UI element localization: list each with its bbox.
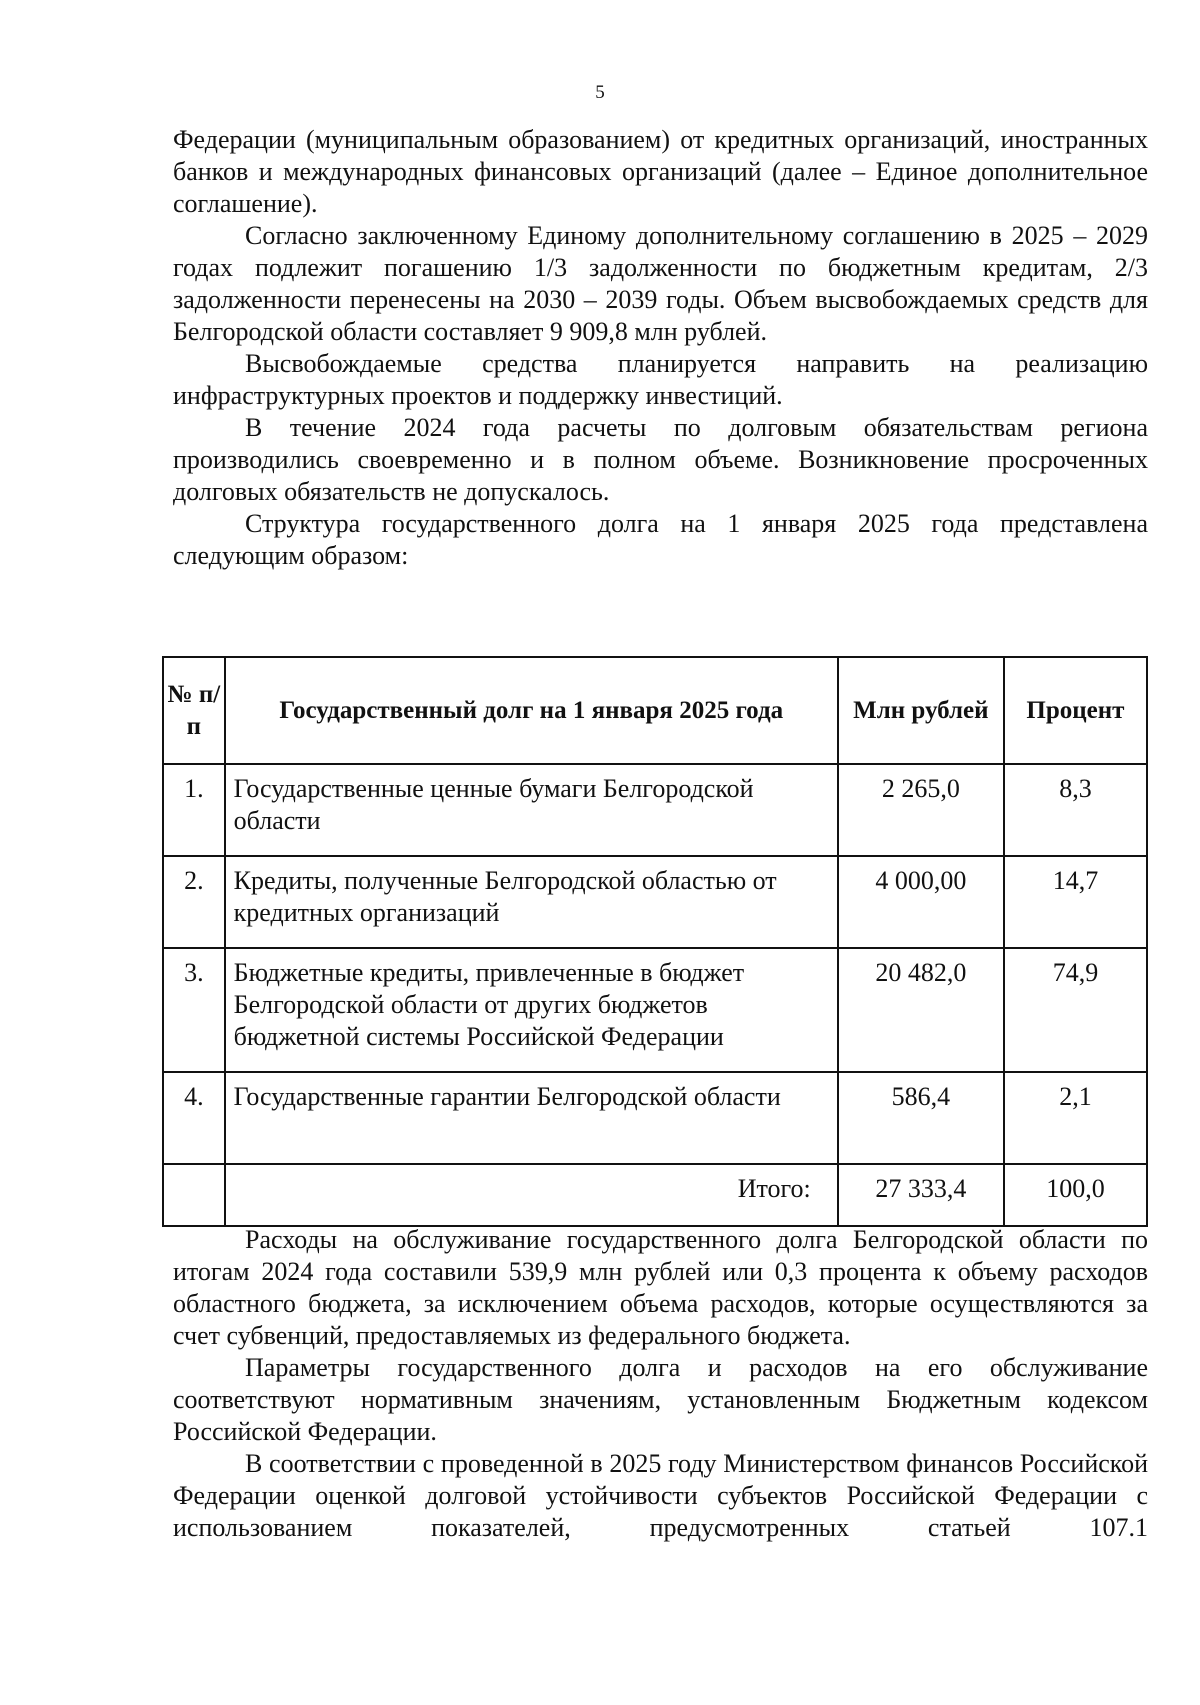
- body-text-top: [173, 124, 1148, 572]
- row-num: 3.: [163, 948, 225, 1072]
- table-header-row: [163, 657, 1147, 764]
- paragraph: Федерации (муниципальным образованием) от кредитных организаций, иностранных банков и международных финансовых организаций (далее – Единое дополнительное соглашение).: [173, 125, 1148, 218]
- table-row: [163, 948, 1147, 1072]
- row-num: 1.: [163, 764, 225, 856]
- total-mln: 27 333,4: [838, 1164, 1004, 1226]
- row-percent: 14,7: [1004, 856, 1147, 948]
- row-percent: 2,1: [1004, 1072, 1147, 1164]
- row-name: Государственные ценные бумаги Белгородской области: [225, 764, 838, 856]
- paragraph: Высвобождаемые средства планируется направить на реализацию инфраструктурных проектов и поддержку инвестиций.: [173, 349, 1148, 410]
- row-name: Кредиты, полученные Белгородской областью от кредитных организаций: [225, 856, 838, 948]
- body-text-bottom: [173, 1224, 1148, 1544]
- row-mln: 586,4: [838, 1072, 1004, 1164]
- header-percent: Процент: [1004, 657, 1147, 764]
- header-debt: Государственный долг на 1 января 2025 года: [225, 657, 838, 764]
- header-num: № п/п: [163, 657, 225, 764]
- row-name: Государственные гарантии Белгородской области: [225, 1072, 838, 1164]
- row-name: Бюджетные кредиты, привлеченные в бюджет Белгородской области от других бюджетов бюджетной системы Российской Федерации: [225, 948, 838, 1072]
- table-row: [163, 856, 1147, 948]
- debt-structure-table: [162, 656, 1148, 1227]
- table-total-row: [163, 1164, 1147, 1226]
- paragraph: Согласно заключенному Единому дополнительному соглашению в 2025 – 2029 годах подлежит погашению 1/3 задолженности по бюджетным кредитам, 2/3 задолженности перенесены на 2030 – 2039 годы. Объем высвобождаемых средств для Белгородской области составляет 9 909,8 млн рублей.: [173, 221, 1148, 346]
- row-num: 2.: [163, 856, 225, 948]
- paragraph: В соответствии с проведенной в 2025 году Министерством финансов Российской Федерации оценкой долговой устойчивости субъектов Российской Федерации с использованием показателей, предусмотренных статьей 107.1: [173, 1449, 1148, 1542]
- row-mln: 4 000,00: [838, 856, 1004, 948]
- total-percent: 100,0: [1004, 1164, 1147, 1226]
- row-mln: 20 482,0: [838, 948, 1004, 1072]
- total-num-empty: [163, 1164, 225, 1226]
- paragraph: Расходы на обслуживание государственного долга Белгородской области по итогам 2024 года составили 539,9 млн рублей или 0,3 процента к объему расходов областного бюджета, за исключением объема расходов, которые осуществляются за счет субвенций, предоставляемых из федерального бюджета.: [173, 1225, 1148, 1350]
- row-percent: 8,3: [1004, 764, 1147, 856]
- paragraph: В течение 2024 года расчеты по долговым обязательствам региона производились своевременно и в полном объеме. Возникновение просроченных долговых обязательств не допускалось.: [173, 413, 1148, 506]
- paragraph: Параметры государственного долга и расходов на его обслуживание соответствуют нормативным значениям, установленным Бюджетным кодексом Российской Федерации.: [173, 1353, 1148, 1446]
- row-percent: 74,9: [1004, 948, 1147, 1072]
- total-label: Итого:: [225, 1164, 838, 1226]
- header-mln: Млн рублей: [838, 657, 1004, 764]
- table-row: [163, 1072, 1147, 1164]
- paragraph: Структура государственного долга на 1 января 2025 года представлена следующим образом:: [173, 509, 1148, 570]
- table-row: [163, 764, 1147, 856]
- row-num: 4.: [163, 1072, 225, 1164]
- page-number: 5: [595, 82, 605, 103]
- row-mln: 2 265,0: [838, 764, 1004, 856]
